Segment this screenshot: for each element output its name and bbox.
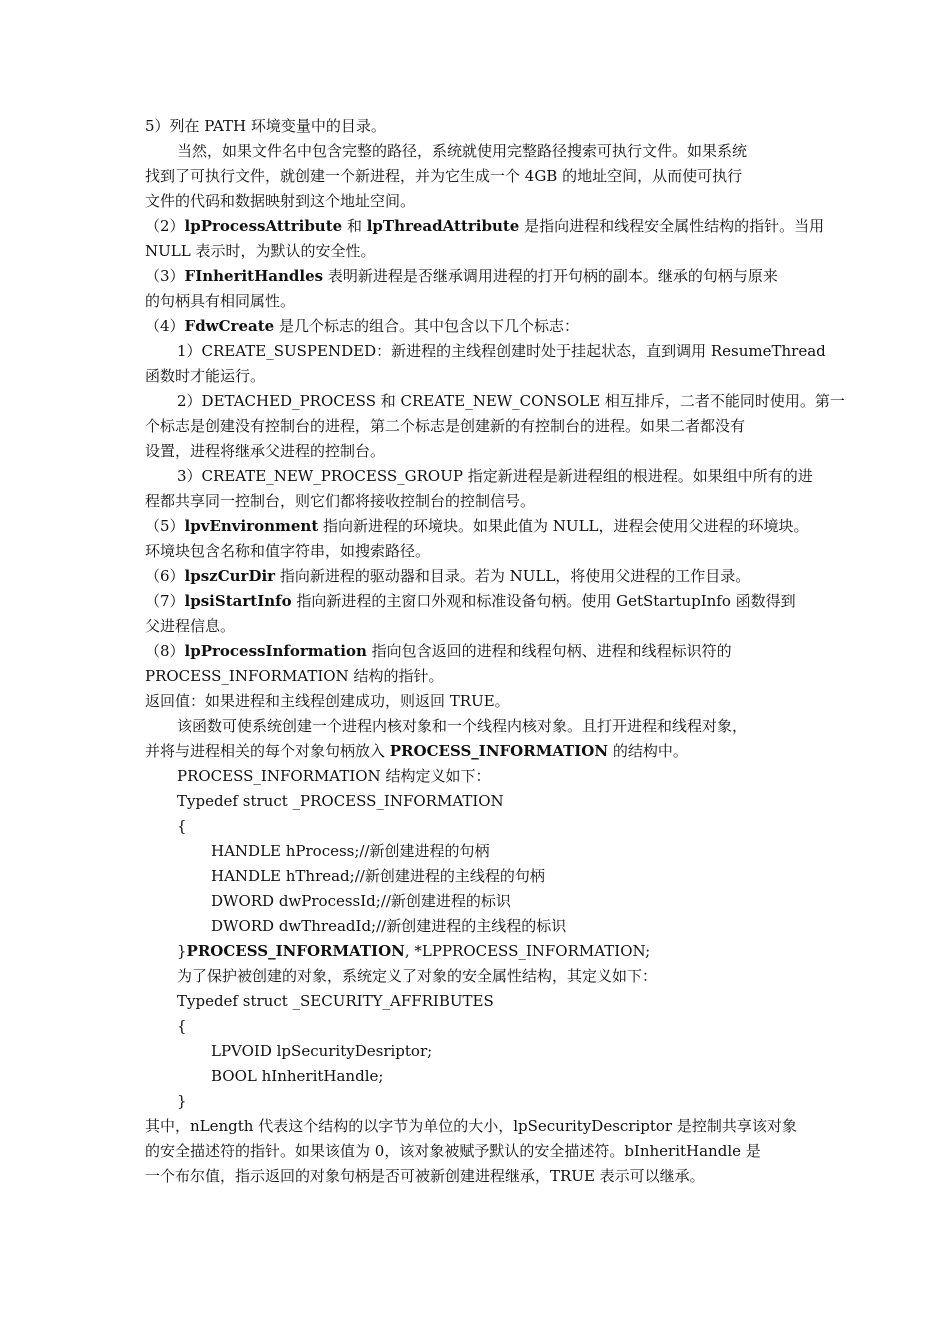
bold-term: lpProcessAttribute xyxy=(184,217,343,235)
text-run: 并将与进程相关的每个对象句柄放入 xyxy=(145,742,390,760)
text-line: 的安全描述符的指针。如果该值为 0，该对象被赋予默认的安全描述符。bInheritHandle 是 xyxy=(145,1142,761,1160)
text-line: 的句柄具有相同属性。 xyxy=(145,292,296,310)
text-line: PROCESS_INFORMATION 结构的指针。 xyxy=(145,667,444,685)
text-run: （5） xyxy=(145,517,185,535)
text-line xyxy=(145,514,807,539)
text-line: HANDLE hThread;//新创建进程的主线程的句柄 xyxy=(211,867,545,885)
text-line: Typedef struct _PROCESS_INFORMATION xyxy=(177,792,504,810)
text-line: 5）列在 PATH 环境变量中的目录。 xyxy=(145,117,386,135)
text-line: { xyxy=(177,1017,187,1035)
text-line: DWORD dwThreadId;//新创建进程的主线程的标识 xyxy=(211,917,567,935)
text-run: （6） xyxy=(145,567,185,585)
text-line: 返回值：如果进程和主线程创建成功，则返回 TRUE。 xyxy=(145,692,510,710)
bold-term: FInheritHandles xyxy=(184,267,324,285)
text-run: 指向新进程的主窗口外观和标准设备句柄。使用 GetStartupInfo 函数得到 xyxy=(291,592,796,610)
text-run: 是指向进程和线程安全属性结构的指针。当用 xyxy=(519,217,825,235)
text-line: 为了保护被创建的对象，系统定义了对象的安全属性结构，其定义如下： xyxy=(177,967,658,985)
bold-term: lpszCurDir xyxy=(184,567,276,585)
text-line xyxy=(145,589,807,614)
text-run: 是几个标志的组合。其中包含以下几个标志： xyxy=(274,317,579,335)
text-line: LPVOID lpSecurityDesriptor; xyxy=(211,1042,433,1060)
text-line: { xyxy=(177,817,187,835)
text-line: 一个布尔值，指示返回的对象句柄是否可被新创建进程继承，TRUE 表示可以继承。 xyxy=(145,1167,705,1185)
text-line: PROCESS_INFORMATION 结构定义如下： xyxy=(177,767,491,785)
bold-term: lpvEnvironment xyxy=(184,517,319,535)
text-line: NULL 表示时，为默认的安全性。 xyxy=(145,242,376,260)
text-run: 指向新进程的环境块。如果此值为 NULL，进程会使用父进程的环境块。 xyxy=(318,517,809,535)
text-line: 当然，如果文件名中包含完整的路径，系统就使用完整路径搜索可执行文件。如果系统 xyxy=(177,142,748,160)
text-line xyxy=(145,564,807,589)
text-line: 其中，nLength 代表这个结构的以字节为单位的大小，lpSecurityDescriptor 是控制共享该对象 xyxy=(145,1117,797,1135)
text-run: （4） xyxy=(145,317,185,335)
text-run: （7） xyxy=(145,592,185,610)
text-line: 设置，进程将继承父进程的控制台。 xyxy=(145,442,386,460)
text-line: DWORD dwProcessId;//新创建进程的标识 xyxy=(211,892,511,910)
text-run: 表明新进程是否继承调用进程的打开句柄的副本。继承的句柄与原来 xyxy=(323,267,778,285)
text-run: 和 xyxy=(342,217,367,235)
text-line xyxy=(145,639,807,664)
document-page xyxy=(145,114,845,1189)
text-line: BOOL hInheritHandle; xyxy=(211,1067,384,1085)
text-run: 的结构中。 xyxy=(608,742,688,760)
text-run: （3） xyxy=(145,267,185,285)
text-line: 个标志是创建没有控制台的进程，第二个标志是创建新的有控制台的进程。如果二者都没有 xyxy=(145,417,746,435)
text-line xyxy=(145,214,825,239)
text-line: 程都共享同一控制台，则它们都将接收控制台的控制信号。 xyxy=(145,492,536,510)
text-line: } xyxy=(177,1092,187,1110)
text-line: 文件的代码和数据映射到这个地址空间。 xyxy=(145,192,416,210)
text-line: 1）CREATE_SUSPENDED：新进程的主线程创建时处于挂起状态，直到调用 ResumeThread xyxy=(177,342,826,360)
text-line: 2）DETACHED_PROCESS 和 CREATE_NEW_CONSOLE 相互排斥，二者不能同时使用。第一 xyxy=(177,392,845,410)
text-line: Typedef struct _SECURITY_AFFRIBUTES xyxy=(177,992,494,1010)
text-run: } xyxy=(177,942,187,960)
bold-term: PROCESS_INFORMATION xyxy=(389,742,609,760)
text-line: 3）CREATE_NEW_PROCESS_GROUP 指定新进程是新进程组的根进程。如果组中所有的进 xyxy=(177,467,813,485)
text-run: 指向包含返回的进程和线程句柄、进程和线程标识符的 xyxy=(366,642,732,660)
bold-term: PROCESS_INFORMATION xyxy=(186,942,405,960)
text-line: HANDLE hProcess;//新创建进程的句柄 xyxy=(211,842,490,860)
bold-term: lpThreadAttribute xyxy=(366,217,520,235)
text-run: 指向新进程的驱动器和目录。若为 NULL，将使用父进程的工作目录。 xyxy=(275,567,751,585)
bold-term: lpsiStartInfo xyxy=(184,592,292,610)
text-line xyxy=(145,314,807,339)
text-run: （8） xyxy=(145,642,185,660)
text-line: 找到了可执行文件，就创建一个新进程，并为它生成一个 4GB 的地址空间，从而使可执行 xyxy=(145,167,743,185)
text-run: （2） xyxy=(145,217,185,235)
text-line: 父进程信息。 xyxy=(145,617,236,635)
text-line xyxy=(145,739,807,764)
bold-term: lpProcessInformation xyxy=(184,642,367,660)
text-line xyxy=(145,939,807,964)
text-line: 函数时才能运行。 xyxy=(145,367,266,385)
bold-term: FdwCreate xyxy=(184,317,275,335)
text-line: 环境块包含名称和值字符串，如搜索路径。 xyxy=(145,542,431,560)
text-run: , *LPPROCESS_INFORMATION; xyxy=(404,942,651,960)
text-line: 该函数可使系统创建一个进程内核对象和一个线程内核对象。且打开进程和线程对象， xyxy=(177,717,748,735)
text-line xyxy=(145,264,807,289)
